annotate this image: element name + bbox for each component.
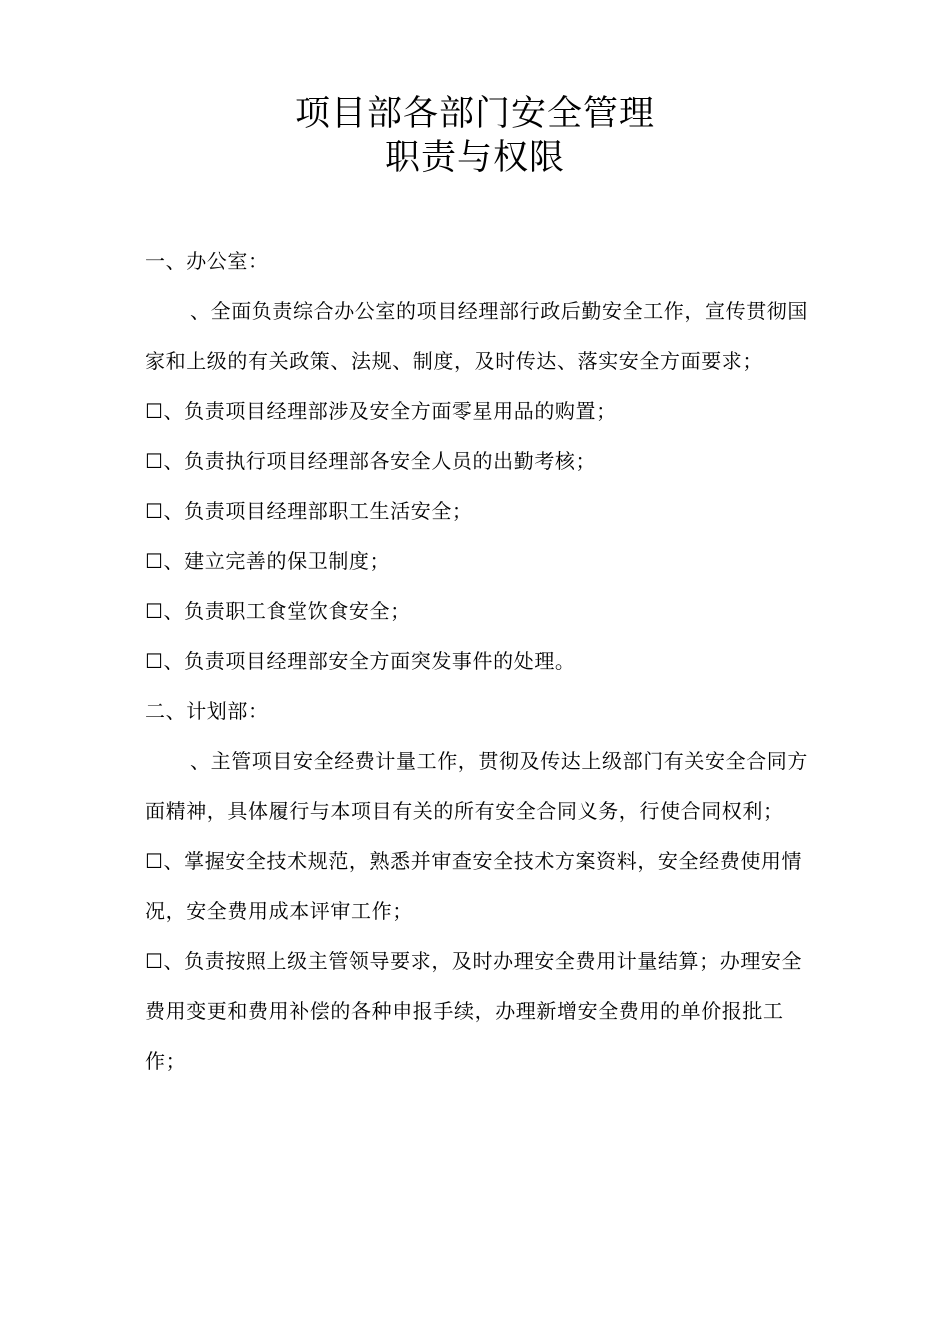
office-item-2: ☐、负责项目经理部涉及安全方面零星用品的购置； <box>145 399 617 423</box>
office-item-3: ☐、负责执行项目经理部各安全人员的出勤考核； <box>145 449 597 473</box>
title-line-1: 项目部各部门安全管理 <box>294 94 655 134</box>
office-item-4: ☐、负责项目经理部职工生活安全； <box>145 499 473 523</box>
title-line-2: 职责与权限 <box>384 138 565 178</box>
planning-item-1: 、主管项目安全经费计量工作，贯彻及传达上级部门有关安全合同方面精神，具体履行与本项目有关的所有安全合同义务，行使合同权利； <box>145 749 808 823</box>
office-item-5: ☐、建立完善的保卫制度； <box>145 549 391 573</box>
planning-item-3: ☐、负责按照上级主管领导要求，及时办理安全费用计量结算；办理安全费用变更和费用补偿的各种申报手续，办理新增安全费用的单价报批工作； <box>145 949 803 1073</box>
office-item-7: ☐、负责项目经理部安全方面突发事件的处理。 <box>145 649 576 673</box>
document-title <box>0 92 950 180</box>
document-body <box>145 236 810 1086</box>
section-heading-office: 一、办公室： <box>145 249 269 273</box>
office-item-1: 、全面负责综合办公室的项目经理部行政后勤安全工作，宣传贯彻国家和上级的有关政策、法规、制度，及时传达、落实安全方面要求； <box>145 299 808 373</box>
office-item-6: ☐、负责职工食堂饮食安全； <box>145 599 411 623</box>
planning-item-2: ☐、掌握安全技术规范，熟悉并审查安全技术方案资料，安全经费使用情况，安全费用成本评审工作； <box>145 849 803 923</box>
section-heading-planning: 二、计划部： <box>145 699 269 723</box>
